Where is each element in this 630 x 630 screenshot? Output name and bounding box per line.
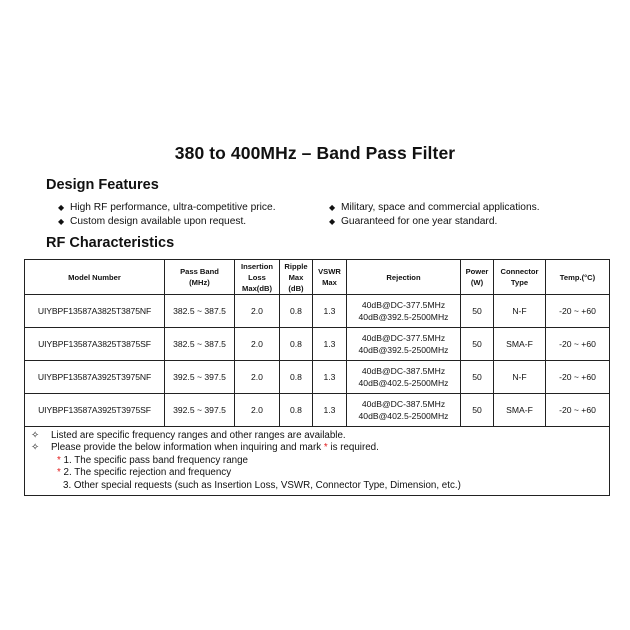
il-cell: 2.0 <box>235 295 280 328</box>
table-row <box>25 361 610 394</box>
note-subitem <box>31 480 609 492</box>
rejection-cell <box>347 361 461 394</box>
note-text: 3. Other special requests (such as Insertion Loss, VSWR, Connector Type, Dimension, etc.) <box>63 479 461 491</box>
il-cell: 2.0 <box>235 394 280 427</box>
il-cell: 2.0 <box>235 328 280 361</box>
column-header: VSWR Max <box>313 260 347 295</box>
required-star: * <box>57 454 61 466</box>
note-subitem <box>31 455 609 467</box>
vswr-cell: 1.3 <box>313 394 347 427</box>
table-row <box>25 394 610 427</box>
diamond-bullet-icon: ◆ <box>58 216 65 226</box>
passband-cell: 392.5 ~ 397.5 <box>165 361 235 394</box>
rejection-line: 40dB@DC-387.5MHz <box>361 366 446 376</box>
rejection-line: 40dB@DC-387.5MHz <box>361 399 446 409</box>
column-header: Ripple Max (dB) <box>280 260 313 295</box>
temp-cell: -20 ~ +60 <box>546 361 610 394</box>
rejection-line: 40dB@402.5-2500MHz <box>358 378 449 388</box>
column-header: Power (W) <box>461 260 494 295</box>
feature-item <box>329 201 540 215</box>
note-line <box>31 430 609 442</box>
power-cell: 50 <box>461 361 494 394</box>
feature-text: Custom design available upon request. <box>70 215 247 227</box>
model-cell: UIYBPF13587A3825T3875NF <box>25 295 165 328</box>
rejection-cell <box>347 295 461 328</box>
column-header: Model Number <box>25 260 165 295</box>
passband-cell: 382.5 ~ 387.5 <box>165 295 235 328</box>
rf-characteristics-table <box>24 259 610 496</box>
feature-item <box>58 201 276 215</box>
page-title: 380 to 400MHz – Band Pass Filter <box>174 143 456 163</box>
vswr-cell: 1.3 <box>313 361 347 394</box>
table-row <box>25 295 610 328</box>
temp-cell: -20 ~ +60 <box>546 394 610 427</box>
feature-item <box>329 215 540 229</box>
model-cell: UIYBPF13587A3925T3975SF <box>25 394 165 427</box>
column-header: Temp.(°C) <box>546 260 610 295</box>
rejection-line: 40dB@392.5-2500MHz <box>358 312 449 322</box>
vswr-cell: 1.3 <box>313 295 347 328</box>
note-text: 2. The specific rejection and frequency <box>60 467 232 479</box>
features-right-list <box>329 201 540 228</box>
rejection-line: 40dB@DC-377.5MHz <box>361 300 446 310</box>
power-cell: 50 <box>461 328 494 361</box>
note-line <box>31 442 609 454</box>
rejection-cell <box>347 328 461 361</box>
diamond-bullet-icon: ◆ <box>58 203 65 212</box>
diamond-bullet-icon: ◆ <box>329 216 336 226</box>
feature-text: Military, space and commercial applications. <box>341 202 540 213</box>
power-cell: 50 <box>461 394 494 427</box>
required-star: * <box>323 442 328 454</box>
vswr-cell: 1.3 <box>313 328 347 361</box>
column-header: Rejection <box>347 260 461 295</box>
column-header: Pass Band (MHz) <box>165 260 235 295</box>
connector-cell: N-F <box>494 361 546 394</box>
rejection-line: 40dB@392.5-2500MHz <box>358 345 449 355</box>
rejection-line: 40dB@DC-377.5MHz <box>361 333 446 343</box>
column-header: Insertion Loss Max(dB) <box>235 260 280 295</box>
table-row <box>25 328 610 361</box>
rejection-line: 40dB@402.5-2500MHz <box>358 411 449 421</box>
required-star: * <box>57 467 61 479</box>
connector-cell: N-F <box>494 295 546 328</box>
passband-cell: 382.5 ~ 387.5 <box>165 328 235 361</box>
il-cell: 2.0 <box>235 361 280 394</box>
note-text: Listed are specific frequency ranges and other ranges are available. <box>51 430 346 441</box>
features-left-list <box>58 201 276 228</box>
temp-cell: -20 ~ +60 <box>546 328 610 361</box>
note-text: 1. The specific pass band frequency range <box>60 454 248 466</box>
connector-cell: SMA-F <box>494 328 546 361</box>
note-text: is required. <box>327 442 379 454</box>
ripple-cell: 0.8 <box>280 328 313 361</box>
note-text: Please provide the below information when inquiring and mark <box>51 442 324 454</box>
ripple-cell: 0.8 <box>280 394 313 427</box>
feature-text: High RF performance, ultra-competitive price. <box>70 202 276 213</box>
model-cell: UIYBPF13587A3925T3975NF <box>25 361 165 394</box>
feature-item <box>58 215 276 229</box>
diamond-bullet-icon: ◆ <box>329 203 336 212</box>
notes-cell <box>25 427 610 496</box>
rf-characteristics-heading: RF Characteristics <box>46 235 175 251</box>
feature-text: Guaranteed for one year standard. <box>341 215 498 227</box>
ripple-cell: 0.8 <box>280 361 313 394</box>
passband-cell: 392.5 ~ 397.5 <box>165 394 235 427</box>
sparkle-bullet-icon: ✧ <box>31 442 40 454</box>
temp-cell: -20 ~ +60 <box>546 295 610 328</box>
note-subitem <box>31 467 609 479</box>
ripple-cell: 0.8 <box>280 295 313 328</box>
model-cell: UIYBPF13587A3825T3875SF <box>25 328 165 361</box>
power-cell: 50 <box>461 295 494 328</box>
notes-row <box>25 427 610 496</box>
rejection-cell <box>347 394 461 427</box>
connector-cell: SMA-F <box>494 394 546 427</box>
design-features-heading: Design Features <box>46 177 159 193</box>
sparkle-bullet-icon: ✧ <box>31 430 40 441</box>
column-header: Connector Type <box>494 260 546 295</box>
table-header-row <box>25 260 610 295</box>
